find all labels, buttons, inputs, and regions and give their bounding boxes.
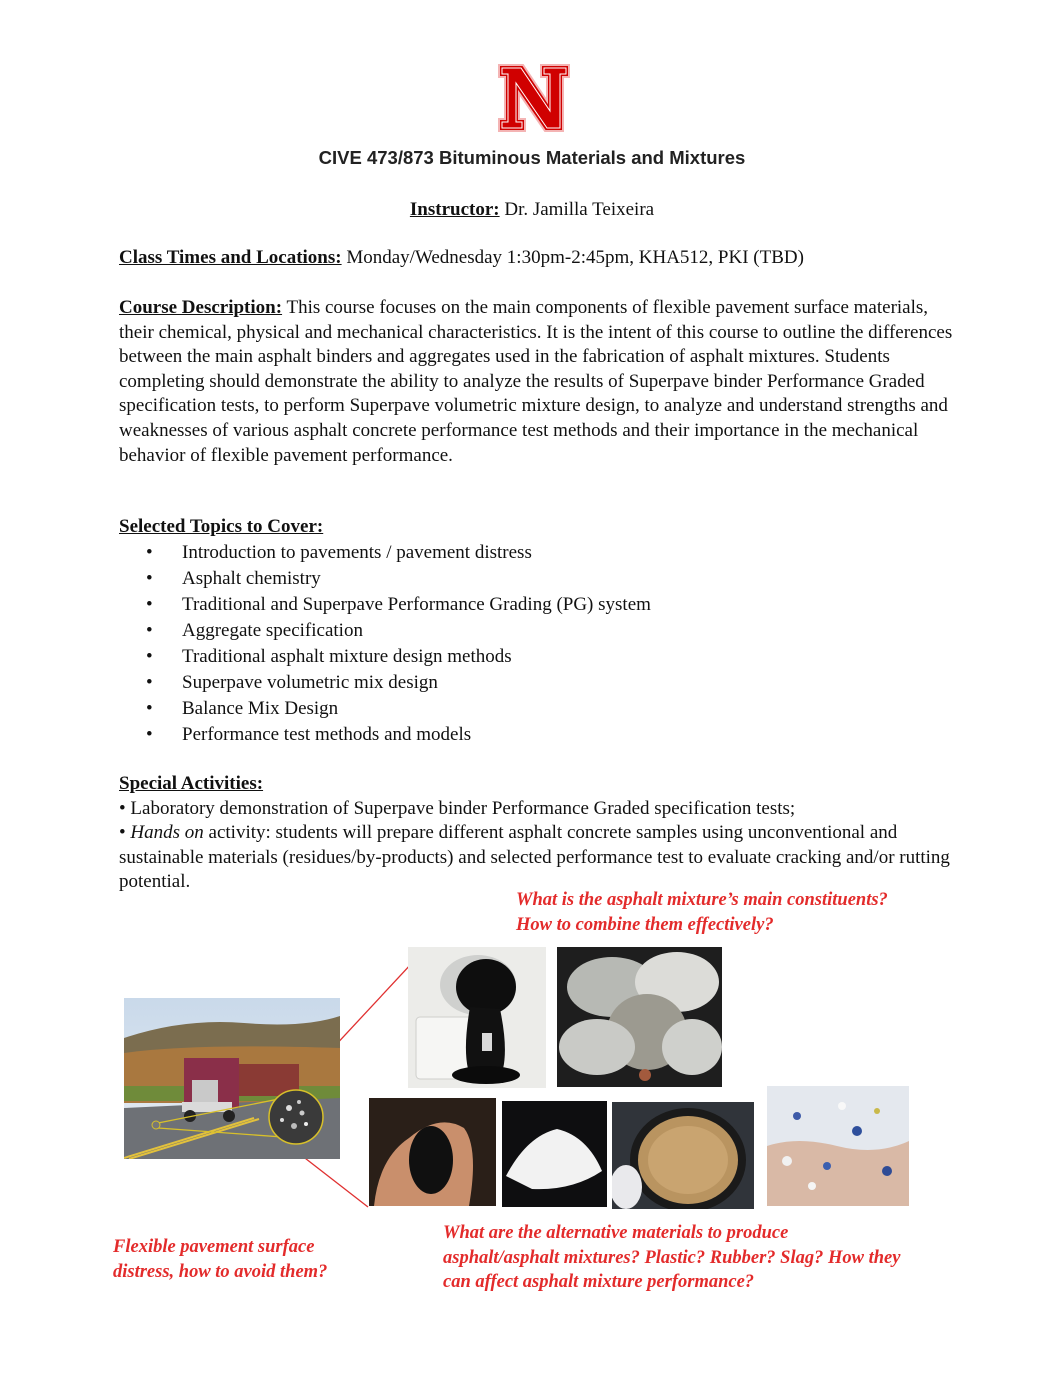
topic-text: Superpave volumetric mix design: [182, 672, 438, 693]
class-times-line: [119, 246, 804, 271]
topic-item: [146, 696, 651, 722]
activity-item: [119, 821, 959, 894]
callout-line: Flexible pavement surface: [113, 1237, 315, 1257]
callout-line: What are the alternative materials to produce: [443, 1223, 789, 1243]
topic-item: [146, 644, 651, 670]
asphalt-binder-pouring-photo: [408, 947, 546, 1088]
activity-item: • Laboratory demonstration of Superpave binder Performance Graded specification tests;: [119, 798, 796, 819]
topic-text: Aggregate specification: [182, 620, 363, 641]
topic-text: Traditional and Superpave Performance Grading (PG) system: [182, 594, 651, 615]
callout-alternative-materials: [443, 1221, 900, 1295]
course-title: CIVE 473/873 Bituminous Materials and Mixtures: [318, 147, 746, 168]
topic-item: [146, 722, 651, 748]
callout-constituents: [516, 888, 888, 937]
instructor-line: [0, 198, 1064, 223]
callout-line: What is the asphalt mixture’s main constituents?: [516, 890, 888, 910]
bullet-icon: •: [146, 724, 153, 745]
fibers-in-bowl-photo: [612, 1102, 754, 1209]
topic-item: [146, 566, 651, 592]
activity-emphasis: Hands on: [130, 822, 204, 844]
callout-line: How to combine them effectively?: [516, 914, 774, 935]
topic-item: [146, 618, 651, 644]
bullet-icon: •: [146, 646, 153, 667]
course-description-text: This course focuses on the main components of flexible pavement surface materials, their chemical, physical and mechanical characteristics. It is the intent of this course to outline the differences between the main asphalt binders and aggregates used in the fabrication of asphalt mixtures. Students completing should demonstrate the ability to analyze the results of Superpave binder Performance Graded specification tests, to perform Superpave volumetric mixture design, to analyze and understand strengths and weaknesses of various asphalt concrete performance test methods and their importance in the mechanical behavior of flexible pavement performance.: [119, 297, 953, 466]
class-times-value: Monday/Wednesday 1:30pm-2:45pm, KHA512, PKI (TBD): [341, 247, 804, 268]
callout-line: can affect asphalt mixture performance?: [443, 1272, 755, 1292]
bullet: •: [119, 822, 131, 844]
activity-text: activity: students will prepare different asphalt concrete samples using unconventional and sustainable materials (residues/by-products) and selected performance test to evaluate cracking and/or rutting potential.: [119, 822, 950, 893]
instructor-name: Dr. Jamilla Teixeira: [499, 199, 655, 220]
topic-item: [146, 540, 651, 566]
topics-list: [146, 540, 651, 748]
instructor-label: Instructor:: [409, 199, 500, 220]
truck-on-road-photo: [124, 998, 340, 1159]
class-times-label: Class Times and Locations:: [119, 247, 342, 268]
topic-text: Traditional asphalt mixture design methods: [182, 646, 512, 667]
bullet-icon: •: [146, 672, 153, 693]
callout-line: distress, how to avoid them?: [113, 1261, 328, 1282]
aggregates-photo: [557, 947, 722, 1087]
bullet-icon: •: [146, 568, 153, 589]
topic-text: Asphalt chemistry: [182, 568, 321, 589]
shredded-plastic-photo: [767, 1086, 909, 1206]
white-powder-photo: [502, 1101, 607, 1207]
topic-item: [146, 670, 651, 696]
bullet-icon: •: [146, 698, 153, 719]
bullet-icon: •: [146, 594, 153, 615]
course-description: [119, 296, 959, 468]
bullet-icon: •: [146, 542, 153, 563]
university-n-logo: [497, 63, 571, 133]
topics-heading: Selected Topics to Cover:: [119, 516, 324, 537]
callout-distress: [113, 1235, 327, 1284]
topic-item: [146, 592, 651, 618]
bullet-icon: •: [146, 620, 153, 641]
crumb-rubber-in-hand-photo: [369, 1098, 496, 1206]
topic-text: Introduction to pavements / pavement distress: [182, 542, 532, 563]
topic-text: Balance Mix Design: [182, 698, 339, 719]
special-activities: [119, 797, 959, 895]
callout-line: asphalt/asphalt mixtures? Plastic? Rubber? Slag? How they: [443, 1247, 901, 1268]
course-description-label: Course Description:: [119, 297, 283, 318]
special-activities-heading: Special Activities:: [119, 773, 264, 794]
topic-text: Performance test methods and models: [182, 724, 472, 745]
